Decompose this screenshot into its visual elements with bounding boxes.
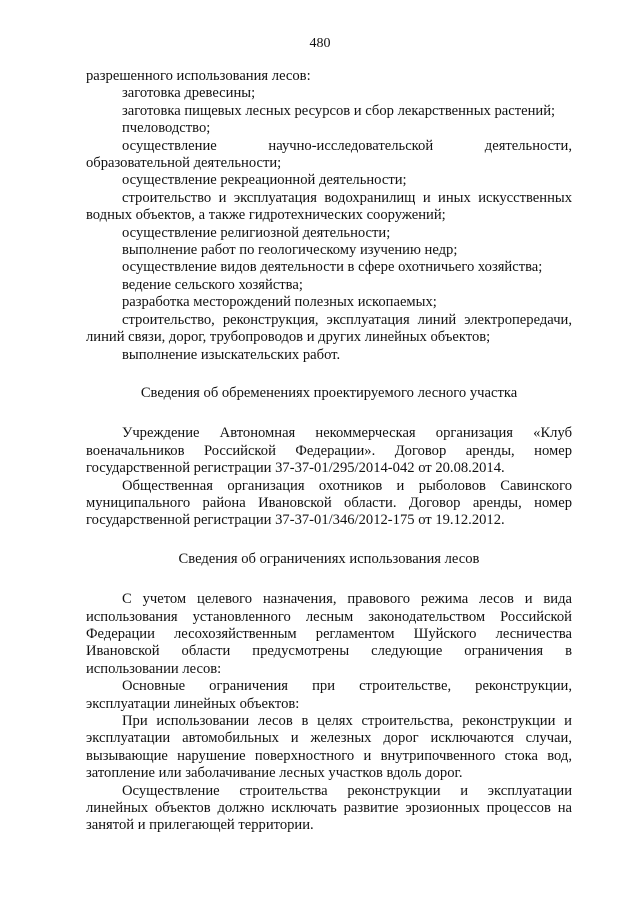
- restriction-paragraph: При использовании лесов в целях строительства, реконструкции и эксплуатации автомобильных и железных дорог исключаются случаи, вызывающие нарушение поверхностного и внутрипочвенного стока вод, затопление или заболачивание лесных участков вдоль дорог.: [86, 713, 572, 782]
- encumbrances-heading: Сведения об обременениях проектируемого лесного участка: [140, 384, 518, 401]
- intro-line: разрешенного использования лесов:: [86, 68, 311, 84]
- use-item: осуществление рекреационной деятельности;: [122, 172, 407, 189]
- use-item: заготовка пищевых лесных ресурсов и сбор лекарственных растений;: [122, 102, 556, 119]
- use-item: осуществление религиозной деятельности;: [122, 224, 391, 241]
- use-item: ведение сельского хозяйства;: [122, 276, 303, 293]
- use-item: выполнение изыскательских работ.: [122, 346, 341, 363]
- use-item: осуществление научно-исследовательской деятельности, образовательной деятельности;: [86, 137, 572, 172]
- use-item: пчеловодство;: [122, 120, 211, 137]
- restriction-paragraph: С учетом целевого назначения, правового режима лесов и вида использования установленного лесным законодательством Российской Федерации лесохозяйственным регламентом Шуйского лесничества Ивановской области предусмотрены следующие ограничения в использовании лесов:: [86, 591, 572, 677]
- use-item: выполнение работ по геологическому изучению недр;: [122, 242, 458, 259]
- encumbrance-paragraph: Учреждение Автономная некоммерческая организация «Клуб военачальников Российской Федерации». Договор аренды, номер государственной регистрации 37-37-01/295/2014-042 от 20.08.2014.: [86, 425, 572, 477]
- use-item: разработка месторождений полезных ископаемых;: [122, 294, 437, 311]
- page-number: 480: [309, 36, 331, 51]
- encumbrance-paragraph: Общественная организация охотников и рыболовов Савинского муниципального района Ивановской области. Договор аренды, номер государственной регистрации 37-37-01/346/2012-175 от 19.12.2012.: [86, 477, 572, 529]
- use-item: строительство и эксплуатация водохранилищ и иных искусственных водных объектов, а также гидротехнических сооружений;: [86, 189, 572, 224]
- restriction-paragraph: Основные ограничения при строительстве, реконструкции, эксплуатации линейных объектов:: [86, 678, 572, 712]
- use-item: строительство, реконструкция, эксплуатация линий электропередачи, линий связи, дорог, трубопроводов и других линейных объектов;: [86, 311, 572, 346]
- restriction-paragraph: Осуществление строительства реконструкции и эксплуатации линейных объектов должно исключать развитие эрозионных процессов на занятой и прилегающей территории.: [86, 782, 572, 834]
- restrictions-heading: Сведения об ограничениях использования лесов: [178, 550, 480, 567]
- use-item: заготовка древесины;: [122, 85, 256, 102]
- document-body: [86, 68, 572, 835]
- use-item: осуществление видов деятельности в сфере охотничьего хозяйства;: [122, 259, 543, 276]
